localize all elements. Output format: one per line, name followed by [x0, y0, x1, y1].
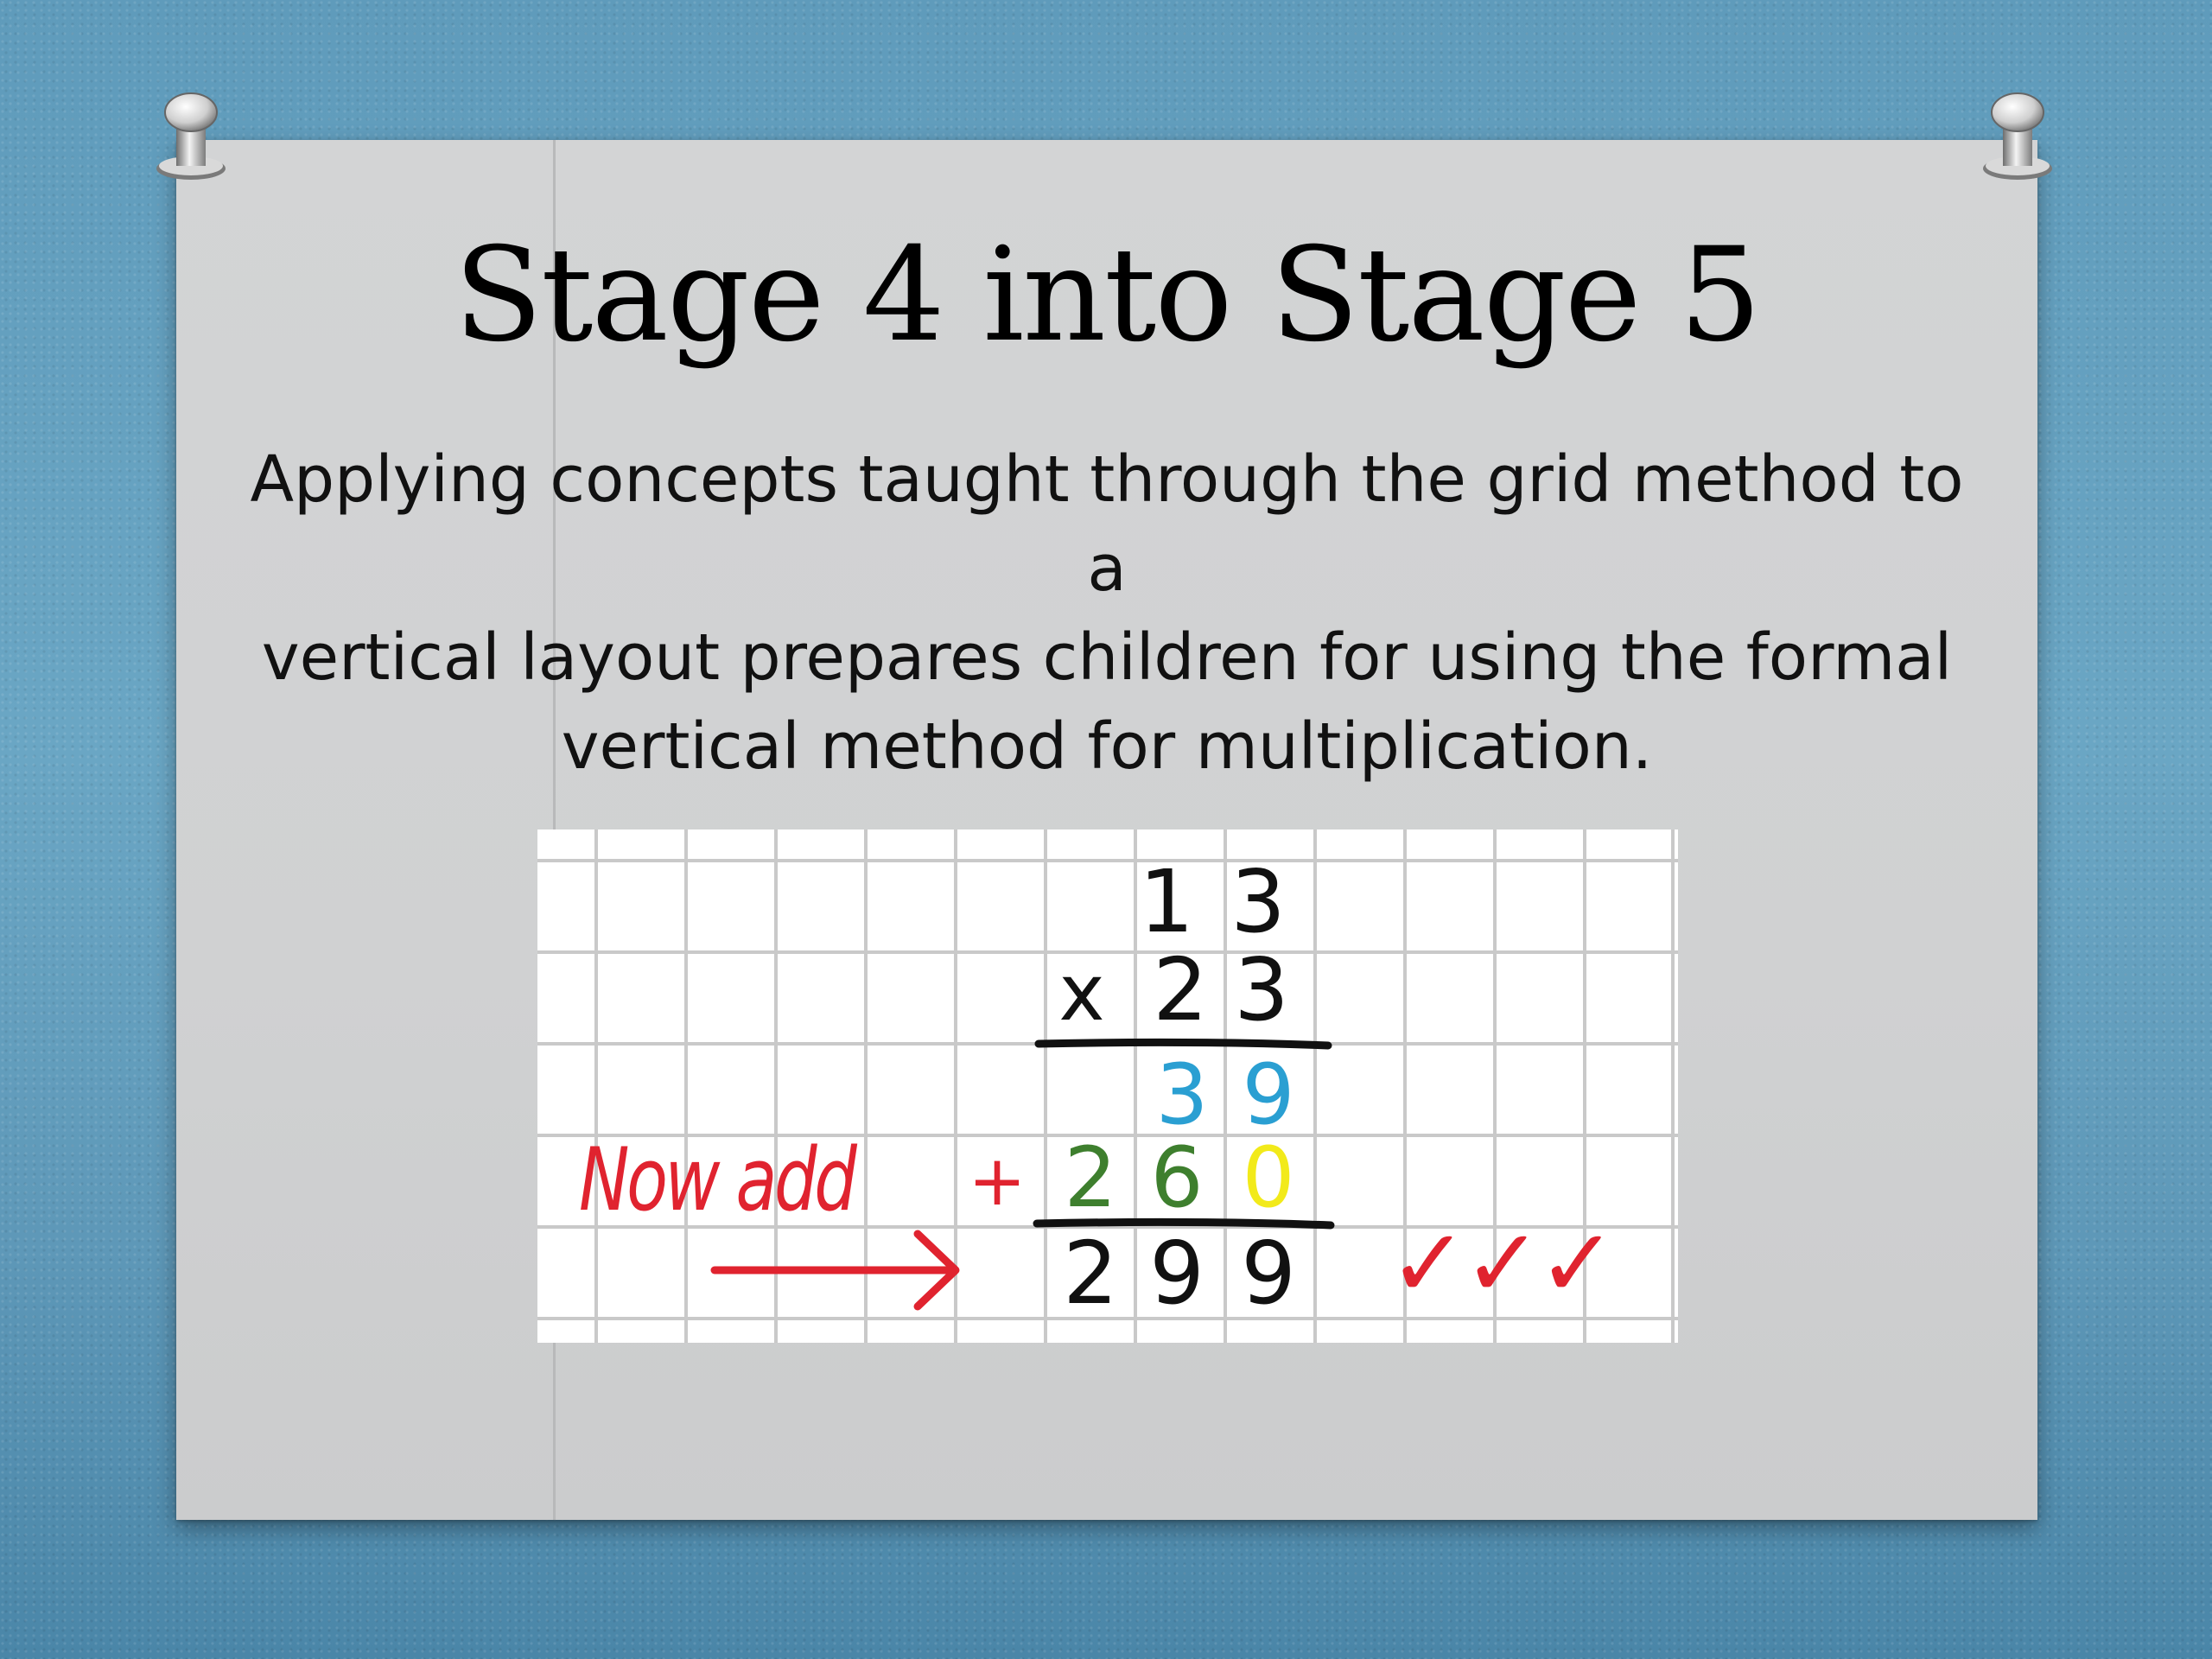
body-line-3: vertical method for multiplication. — [561, 709, 1653, 784]
partial-product-2: 2 — [1064, 1129, 1117, 1226]
digit-2-multiplier: 2 — [1153, 939, 1208, 1040]
partial-product-6: 6 — [1150, 1129, 1204, 1226]
partial-product-9: 9 — [1242, 1046, 1295, 1143]
slide-title: Stage 4 into Stage 5 — [454, 220, 1760, 371]
answer-digit-2: 2 — [1063, 1223, 1118, 1324]
digit-1-top: 1 — [1139, 851, 1194, 952]
multiplication-worksheet — [537, 830, 1678, 1343]
pushpin-left-icon — [152, 86, 230, 181]
body-line-2: vertical layout prepares children for using the formal — [261, 620, 1953, 695]
pushpin-right-icon — [1979, 86, 2056, 181]
check-marks: ✓✓✓ — [1389, 1208, 1612, 1319]
body-line-1: Applying concepts taught through the grid method to a — [250, 442, 1964, 606]
digit-3-multiplier: 3 — [1234, 939, 1289, 1040]
answer-digit-9b: 9 — [1241, 1223, 1296, 1324]
answer-digit-9: 9 — [1149, 1223, 1205, 1324]
placeholder-zero: 0 — [1242, 1129, 1295, 1226]
multiply-sign: x — [1058, 948, 1105, 1039]
plus-sign: + — [968, 1141, 1027, 1221]
slide-body — [228, 435, 1986, 791]
partial-product-3: 3 — [1155, 1046, 1209, 1143]
sum-line-1 — [1039, 1042, 1328, 1046]
now-add-annotation: Now add — [579, 1129, 855, 1231]
digit-3-top: 3 — [1230, 851, 1286, 952]
